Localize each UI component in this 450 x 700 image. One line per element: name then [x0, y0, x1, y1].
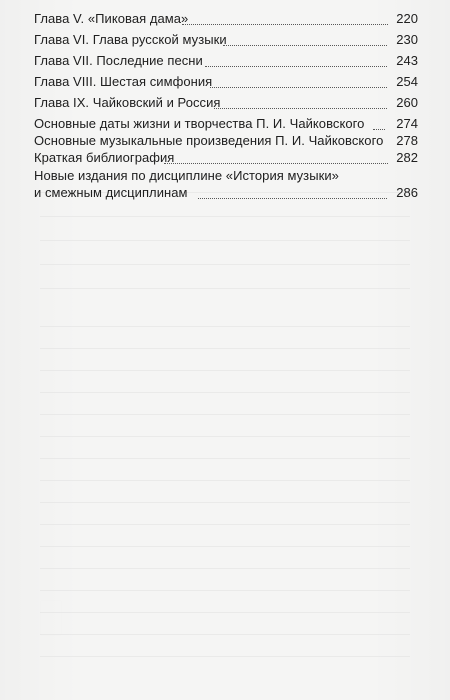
bleed-line — [40, 240, 410, 241]
bleed-line — [40, 524, 410, 525]
toc-dot-leader — [182, 23, 388, 25]
toc-entry-title: Глава VIII. Шестая симфония — [34, 74, 213, 89]
toc-entry-title: Глава VII. Последние песни — [34, 53, 203, 68]
toc-entry-title: Краткая библиография — [34, 150, 175, 165]
toc-page-number: 254 — [396, 74, 418, 89]
toc-entry-chapter-7 — [34, 52, 418, 73]
toc-entry-title-line-1: Новые издания по дисциплине «История музыки» — [34, 168, 339, 183]
bleed-line — [40, 502, 410, 503]
bleed-line — [40, 612, 410, 613]
toc-entry-title: Основные музыкальные произведения П. И. Чайковского — [34, 133, 384, 148]
toc-entry-bibliography — [34, 149, 418, 166]
toc-entry-title-line-2: и смежным дисциплинам — [34, 185, 188, 200]
bleed-line — [40, 568, 410, 569]
toc-entry-dates — [34, 115, 418, 132]
bleed-line — [40, 458, 410, 459]
toc-entry-works — [34, 132, 418, 149]
reverse-side-logo-shadow — [40, 600, 62, 636]
toc-entry-chapter-8 — [34, 73, 418, 94]
toc-page-number: 274 — [396, 116, 418, 131]
bleed-line — [40, 288, 410, 289]
toc-page-number: 243 — [396, 53, 418, 68]
bleed-line — [40, 392, 410, 393]
toc-page-number: 230 — [396, 32, 418, 47]
reverse-side-bleed — [0, 160, 450, 700]
toc-page-number: 220 — [396, 11, 418, 26]
toc-entry-chapter-5 — [34, 10, 418, 31]
bleed-line — [40, 480, 410, 481]
toc-dot-leader — [164, 162, 388, 164]
bleed-line — [40, 436, 410, 437]
toc-entry-title: Глава V. «Пиковая дама» — [34, 11, 189, 26]
toc-dot-leader — [214, 107, 387, 109]
bleed-line — [40, 656, 410, 657]
toc-page-number: 278 — [396, 133, 418, 148]
toc-dot-leader — [210, 86, 387, 88]
toc-page-number: 260 — [396, 95, 418, 110]
bleed-line — [40, 216, 410, 217]
toc-entry-chapter-9 — [34, 94, 418, 115]
bleed-line — [40, 370, 410, 371]
toc-dot-leader — [373, 128, 385, 130]
toc-dot-leader — [198, 197, 387, 199]
bleed-line — [40, 326, 410, 327]
toc-entry-chapter-6 — [34, 31, 418, 52]
bleed-line — [40, 264, 410, 265]
toc-entry-new-editions — [34, 167, 418, 205]
toc-dot-leader — [223, 44, 387, 46]
toc-entry-title: Глава IX. Чайковский и Россия — [34, 95, 221, 110]
bleed-line — [40, 634, 410, 635]
bleed-line — [40, 546, 410, 547]
bleed-line — [40, 348, 410, 349]
bleed-line — [40, 414, 410, 415]
toc-page-number: 286 — [396, 185, 418, 200]
toc-entry-title: Глава VI. Глава русской музыки — [34, 32, 227, 47]
table-of-contents — [34, 10, 418, 205]
toc-dot-leader — [205, 65, 387, 67]
toc-page-number: 282 — [396, 150, 418, 165]
toc-entry-title: Основные даты жизни и творчества П. И. Чайковского — [34, 116, 365, 131]
bleed-line — [40, 590, 410, 591]
